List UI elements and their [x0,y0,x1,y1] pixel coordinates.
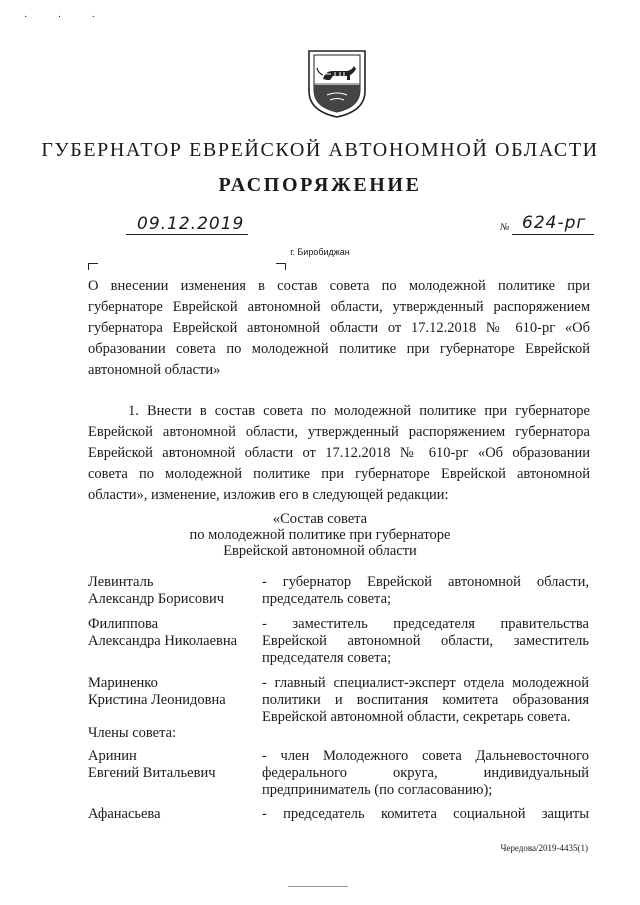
title-line: губернатора Еврейской автономной области от 17.12.2018 № 610-рг «Об [88,320,590,336]
member-role-line: Еврейской автономной области, заместитель [262,633,589,649]
document-date: 09.12.2019 [137,214,245,234]
document-code: Чередова/2019-4435(1) [500,843,588,853]
issuer-heading: ГУБЕРНАТОР ЕВРЕЙСКОЙ АВТОНОМНОЙ ОБЛАСТИ [41,139,599,161]
member-role-line: федерального округа, индивидуальный [262,765,589,781]
title-right-bracket [276,263,286,270]
members-label: Члены совета: [88,725,177,741]
composition-title-line: «Состав совета [272,511,368,527]
member-surname: Левинталь [88,574,154,590]
member-surname: Афанасьева [88,806,161,822]
scan-specks: · · · [24,12,109,23]
number-label: № [500,222,510,233]
title-line: губернаторе Еврейской автономной области, утвержденный распоряжением [88,299,590,315]
member-surname: Мариненко [88,675,158,691]
member-surname: Аринин [88,748,137,764]
member-given-names: Кристина Леонидовна [88,692,226,708]
member-role-line: председателя совета; [262,650,392,666]
scan-artifact-line [288,886,348,887]
member-role-line: - член Молодежного совета Дальневосточного [262,748,589,764]
document-number: 624-рг [522,213,587,233]
body-line: области», изменение, изложив его в следующей редакции: [88,487,449,503]
composition-title-line: Еврейской автономной области [223,543,417,559]
document-type: РАСПОРЯЖЕНИЕ [218,174,422,196]
city: г. Биробиджан [290,247,350,257]
title-line: образовании совета по молодежной политике при губернаторе Еврейской [88,341,590,357]
number-underline [512,234,594,235]
date-underline [126,234,248,235]
member-role-line: - председатель комитета социальной защиты [262,806,589,822]
title-line: автономной области» [88,362,221,378]
title-line: О внесении изменения в состав совета по молодежной политике при [88,278,590,294]
member-role-line: предприниматель (по согласованию); [262,782,493,798]
member-given-names: Евгений Витальевич [88,765,216,781]
member-role-line: Еврейской автономной области, секретарь совета. [262,709,571,725]
body-line: 1. Внести в состав совета по молодежной политике при губернаторе [128,403,590,419]
member-surname: Филиппова [88,616,159,632]
composition-title-line: по молодежной политике при губернаторе [189,527,451,543]
member-role-line: - губернатор Еврейской автономной области, [262,574,589,590]
body-line: совета по молодежной политике при губернаторе Еврейской автономной [88,466,590,482]
member-role-line: политики и воспитания комитета образования [262,692,589,708]
coat-of-arms-emblem [303,47,371,120]
body-line: Еврейской автономной области, утвержденный распоряжением губернатора [88,424,590,440]
body-line: Еврейской автономной области от 17.12.2018 № 610-рг «Об образовании [88,445,590,461]
title-left-bracket [88,263,98,270]
member-role-line: - главный специалист-эксперт отдела молодежной [262,675,589,691]
member-given-names: Александра Николаевна [88,633,238,649]
member-role-line: - заместитель председателя правительства [262,616,589,632]
member-role-line: председатель совета; [262,591,392,607]
member-given-names: Александр Борисович [88,591,225,607]
